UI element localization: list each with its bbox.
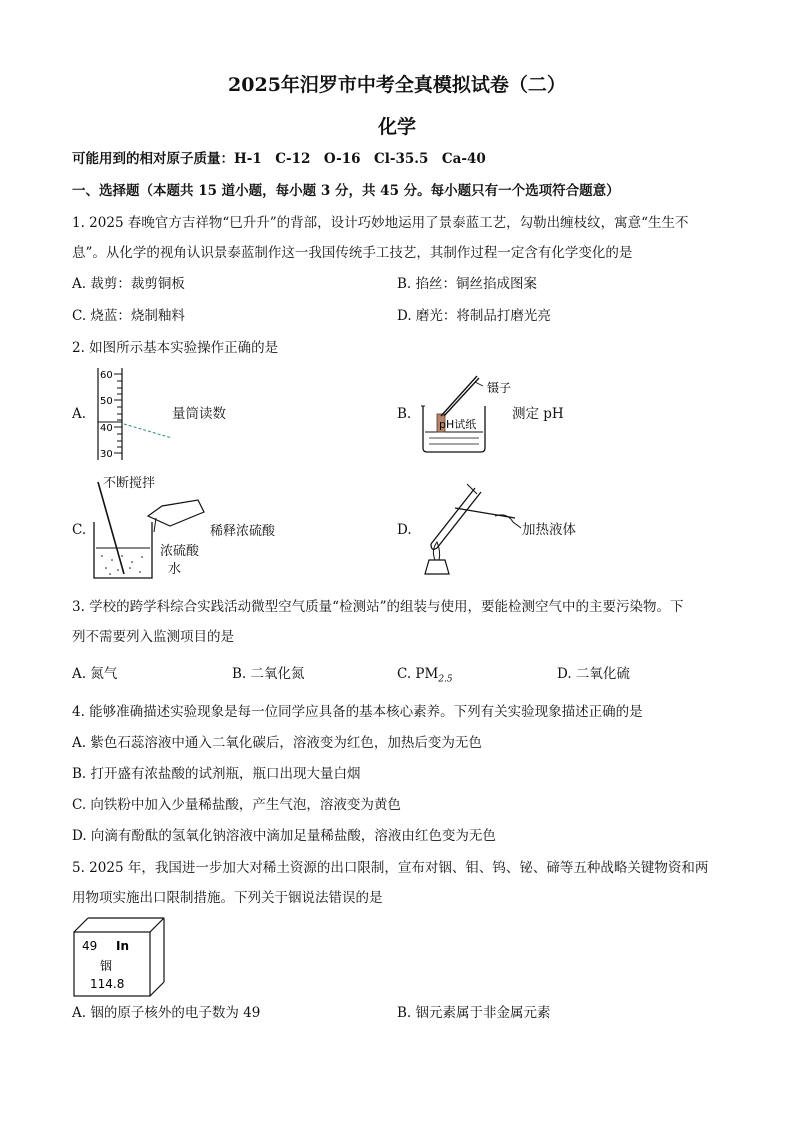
cylinder-tick-60: 60 <box>100 370 113 381</box>
stir-label: 不断搅拌 <box>103 476 156 491</box>
q3-option-c-text: C. PM <box>397 666 439 682</box>
q4-option-d: D. 向滴有酚酞的氢氧化钠溶液中滴加足量稀盐酸，溶液由红色变为无色 <box>72 828 496 844</box>
q3-option-d: D. 二氧化硫 <box>557 666 630 682</box>
q3-option-b: B. 二氧化氮 <box>232 666 305 682</box>
q2-option-b-caption: 测定 pH <box>512 406 564 422</box>
q4-option-c: C. 向铁粉中加入少量稀盐酸，产生气泡，溶液变为黄色 <box>72 797 401 813</box>
element-card-indium <box>72 916 168 998</box>
q1-stem-line2: 息”。从化学的视角认识景泰蓝制作这一我国传统手工技艺，其制作过程一定含有化学变化的是 <box>72 245 633 261</box>
element-name: 铟 <box>100 959 113 973</box>
q3-option-c <box>397 665 453 689</box>
subject-title: 化学 <box>377 116 416 138</box>
q3-option-c-subscript: 2.5 <box>438 674 453 685</box>
sulfuric-acid-label: 浓硫酸 <box>160 544 200 559</box>
q4-option-b: B. 打开盛有浓盐酸的试剂瓶，瓶口出现大量白烟 <box>72 766 361 782</box>
section-heading: 一、选择题（本题共 15 道小题，每小题 3 分，共 45 分。每小题只有一个选项符合题意） <box>72 183 620 199</box>
tweezers-label: 镊子 <box>487 381 512 395</box>
q2-option-a-caption: 量筒读数 <box>172 406 226 422</box>
ph-test-figure <box>415 372 595 454</box>
q1-option-a: A. 裁剪：裁剪铜板 <box>72 276 185 292</box>
q2-option-d-caption: 加热液体 <box>522 522 576 538</box>
cylinder-tick-40: 40 <box>100 423 113 434</box>
q3-stem-line1: 3. 学校的跨学科综合实践活动微型空气质量“检测站”的组装与使用，要能检测空气中的主要污染物。下 <box>72 599 684 615</box>
q1-option-d: D. 磨光：将制品打磨光亮 <box>397 308 551 324</box>
element-mass: 114.8 <box>90 977 125 991</box>
q4-option-a: A. 紫色石蕊溶液中通入二氧化碳后，溶液变为红色，加热后变为无色 <box>72 735 482 751</box>
atomic-masses: 可能用到的相对原子质量：H-1 C-12 O-16 Cl-35.5 Ca-40 <box>72 151 486 167</box>
q1-option-b: B. 掐丝：铜丝掐成图案 <box>397 276 538 292</box>
q5-stem-line1: 5. 2025 年，我国进一步加大对稀土资源的出口限制，宣布对铟、钼、钨、铋、碲等五种战略关键物资和两 <box>72 860 709 876</box>
water-label: 水 <box>168 562 182 577</box>
heating-liquid-figure <box>415 478 525 580</box>
q2-option-d-label: D. <box>397 522 412 538</box>
q1-stem-line1: 1. 2025 春晚官方吉祥物“巳升升”的背部，设计巧妙地运用了景泰蓝工艺，勾勒出缠枝纹，寓意“生生不 <box>72 215 689 231</box>
exam-title: 2025年汨罗市中考全真模拟试卷（二） <box>228 74 566 96</box>
ph-paper-label: pH试纸 <box>439 418 477 431</box>
cylinder-tick-30: 30 <box>100 449 113 460</box>
q2-option-a-label: A. <box>72 406 87 422</box>
q5-option-b: B. 铟元素属于非金属元素 <box>397 1005 551 1021</box>
q3-option-a: A. 氮气 <box>72 666 118 682</box>
q1-option-c: C. 烧蓝：烧制釉料 <box>72 308 185 324</box>
element-number: 49 <box>82 939 98 953</box>
q2-stem: 2. 如图所示基本实验操作正确的是 <box>72 340 279 356</box>
element-symbol: In <box>116 939 130 953</box>
q5-option-a: A. 铟的原子核外的电子数为 49 <box>72 1005 261 1021</box>
q2-option-b-label: B. <box>397 406 412 422</box>
q2-option-c-caption: 稀释浓硫酸 <box>210 524 276 539</box>
graduated-cylinder-figure <box>90 364 250 462</box>
cylinder-tick-50: 50 <box>100 396 113 407</box>
q3-stem-line2: 列不需要列入监测项目的是 <box>72 629 234 645</box>
q2-option-c-label: C. <box>72 522 87 538</box>
q4-stem: 4. 能够准确描述实验现象是每一位同学应具备的基本核心素养。下列有关实验现象描述正确的是 <box>72 704 643 720</box>
q5-stem-line2: 用物项实施出口限制措施。下列关于铟说法错误的是 <box>72 890 383 906</box>
